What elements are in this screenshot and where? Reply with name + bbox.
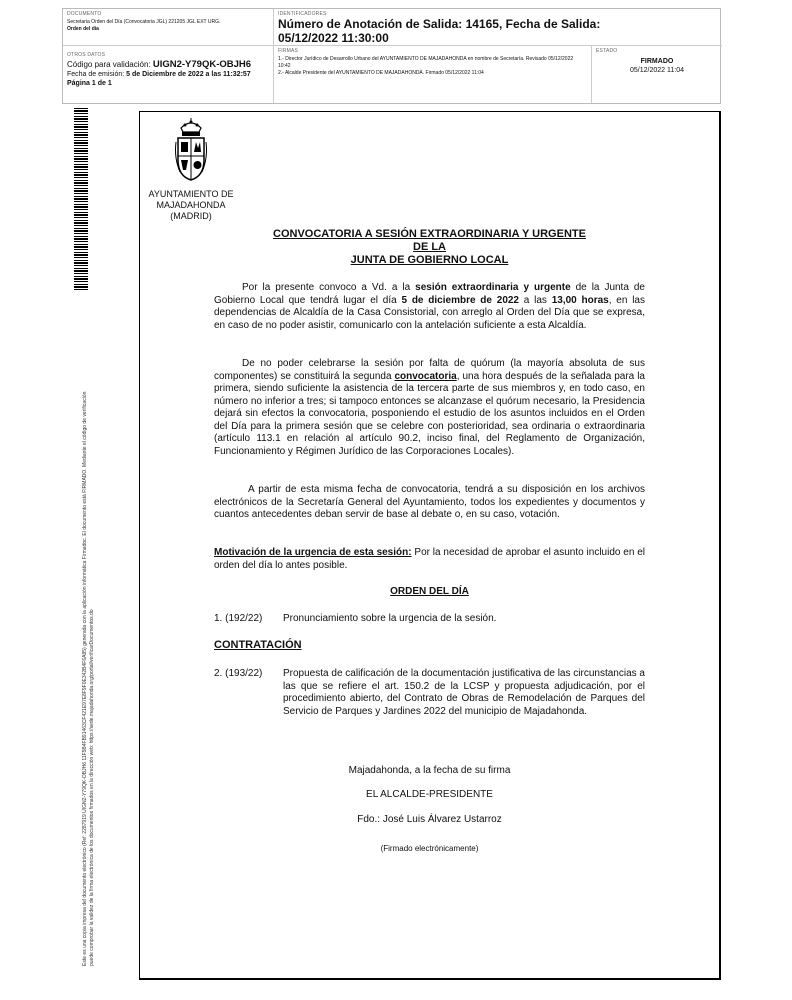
document-subname: Orden del día: [67, 26, 99, 32]
page-info: Página 1 de 1: [67, 80, 112, 87]
p1-date: 5 de diciembre de 2022: [401, 294, 519, 306]
p2-text-c: , una hora después de la señalada para la primera, siendo suficiente la asistencia de la tercera parte de sus miembros y, en todo caso, en número no inferior a tres; si tampoco entonces se alcanzase el quórum necesario, la Presidencia dejará sin efectos la convocatoria, posponiendo el estudio de los asuntos incluidos en el Orden del Día para la primera sesión que se celebre con posterioridad, sea ordinaria o extraordinaria (artículo 113.1 en relación al artículo 90.2, inciso final, del Reglamento de Organización, Funcionamiento y Régimen Jurídico de las Corporaciones Locales).: [214, 370, 645, 457]
paragraph-documents: A partir de esta misma fecha de convocatoria, tendrá a su disposición en los archivos electrónicos de la Secretaría General del Ayuntamiento, todos los expedientes y documentos y cuantos antecedentes deban servir de base al debate o, en su caso, votación.: [214, 484, 645, 520]
identifiers-cell: [274, 9, 722, 46]
closing-place: Majadahonda, a la fecha de su firma: [348, 765, 511, 776]
barcode-image: [74, 108, 88, 291]
state-cell: [592, 46, 722, 103]
p1-session-type: sesión extraordinaria y urgente: [415, 282, 571, 293]
paragraph-convocation: [214, 282, 645, 332]
org-line-2: MAJADAHONDA: [156, 200, 226, 210]
organization-name: [140, 189, 242, 222]
org-line-1: AYUNTAMIENTO DE: [148, 189, 234, 199]
agenda-heading: ORDEN DEL DÍA: [390, 586, 469, 597]
emission-line: [67, 70, 269, 79]
p1-text-g: , en las dependencias de Alcaldía de la Casa Consistorial, con arreglo al Orden del Día que se expresa, en caso de no poder asistir, comunicarlo con la antelación suficiente a esta Alcaldía.: [214, 294, 645, 331]
identifiers-value: Número de Anotación de Salida: 14165, Fecha de Salida: 05/12/2022 11:30:00: [278, 17, 601, 45]
p1-text-a: Por la presente convoco a Vd. a la: [242, 282, 416, 293]
document-label: DOCUMENTO: [67, 11, 102, 17]
closing-role: EL ALCALDE-PRESIDENTE: [366, 789, 493, 800]
verification-text-1: Este es una copia impresa del documento electrónico (Ref: 2287919 UIGN2-Y79QK-OBJH6 11F5B4FB91463CF421E97E8F9F0E342B4F6A85) generada con la aplicación informática Firmadoc. El documento está FIRMADO. Mediante el código de verificación: [82, 391, 88, 966]
other-data-cell: [63, 46, 274, 103]
emission-prefix: Fecha de emisión:: [67, 71, 125, 78]
agenda-item-1: [214, 613, 645, 627]
agenda-item-2: [214, 668, 645, 738]
document-header: [62, 8, 721, 104]
p1-time: 13,00 horas: [551, 294, 609, 306]
closing-note: (Firmado electrónicamente): [380, 844, 479, 853]
signature-2: 2.- Alcalde Presidente del AYUNTAMIENTO DE MAJADAHONDA. Firmado 05/12/2022 11:04: [278, 70, 484, 76]
title-line-3: JUNTA DE GOBIERNO LOCAL: [350, 254, 509, 266]
urgency-text: Por la necesidad de aprobar el asunto incluido en el orden del día lo antes posible.: [214, 547, 646, 571]
document-cell: [63, 9, 274, 46]
urgency-label: Motivación de la urgencia de esta sesión:: [214, 547, 412, 558]
p2-text-a: De no poder celebrarse la sesión por falta de quórum (la mayoría absoluta de sus componentes) se constituirá la segunda: [214, 358, 645, 382]
p1-text-e: a las: [519, 294, 552, 306]
title-line-2: DE LA: [413, 241, 446, 253]
state-date: 05/12/2022 11:04: [630, 67, 684, 74]
agenda-item-1-text: Pronunciamiento sobre la urgencia de la sesión.: [283, 613, 497, 624]
paragraph-urgency: [214, 547, 645, 572]
title-line-1: CONVOCATORIA A SESIÓN EXTRAORDINARIA Y URGENTE: [273, 228, 586, 240]
closing-signer: Fdo.: José Luis Álvarez Ustarroz: [357, 814, 502, 825]
state-label: ESTADO: [596, 48, 618, 54]
agenda-item-1-number: 1. (192/22): [214, 613, 263, 624]
validation-prefix: Código para validación:: [67, 60, 151, 69]
coat-of-arms-icon: [172, 118, 210, 186]
state-value: FIRMADO: [640, 58, 674, 65]
p1-text-c: de la Junta de Gobierno Local que tendrá lugar el día: [214, 282, 645, 306]
p2-convocatoria: convocatoria: [394, 370, 457, 382]
verification-sidebar: [70, 108, 98, 968]
document-title: [214, 228, 645, 267]
agenda-item-2-number: 2. (193/22): [214, 668, 263, 679]
emission-date: 5 de Diciembre de 2022 a las 11:32:57: [126, 71, 251, 78]
signature-1: 1.- Director Jurídico de Desarrollo Urbano del AYUNTAMIENTO DE MAJADAHONDA en nombre de Secretaría. Revisado 05/12/2022 10:42: [278, 56, 574, 69]
signatures-cell: [274, 46, 592, 103]
validation-line: [67, 60, 269, 70]
identifiers-label: IDENTIFICADORES: [278, 11, 327, 17]
signatures-label: FIRMAS: [278, 48, 299, 54]
other-data-label: OTROS DATOS: [67, 52, 106, 58]
paragraph-quorum: [214, 358, 645, 458]
document-name: Secretaria Orden del Día (Convocatoria JGL) 221205 JGL EXT URG.: [67, 19, 221, 25]
org-line-3: (MADRID): [170, 211, 212, 221]
verification-text-2: puede comprobar la validez de la firma electrónica de los documentos firmados en la dirección web: https://sede.majadahonda.org/portal/verificarDocumentos.do: [89, 609, 95, 966]
validation-code: UIGN2-Y79QK-OBJH6: [152, 59, 252, 70]
section-heading: CONTRATACIÓN: [214, 639, 302, 651]
agenda-item-2-text: Propuesta de calificación de la documentación justificativa de las circunstancias a las que se refiere el art. 150.2 de la LCSP y propuesta adjudicación, por el procedimiento abierto, del Contrato de Obras de Remodelación de Parques del Servicio de Parques y Jardines 2022 del municipio de Majadahonda.: [283, 668, 645, 717]
